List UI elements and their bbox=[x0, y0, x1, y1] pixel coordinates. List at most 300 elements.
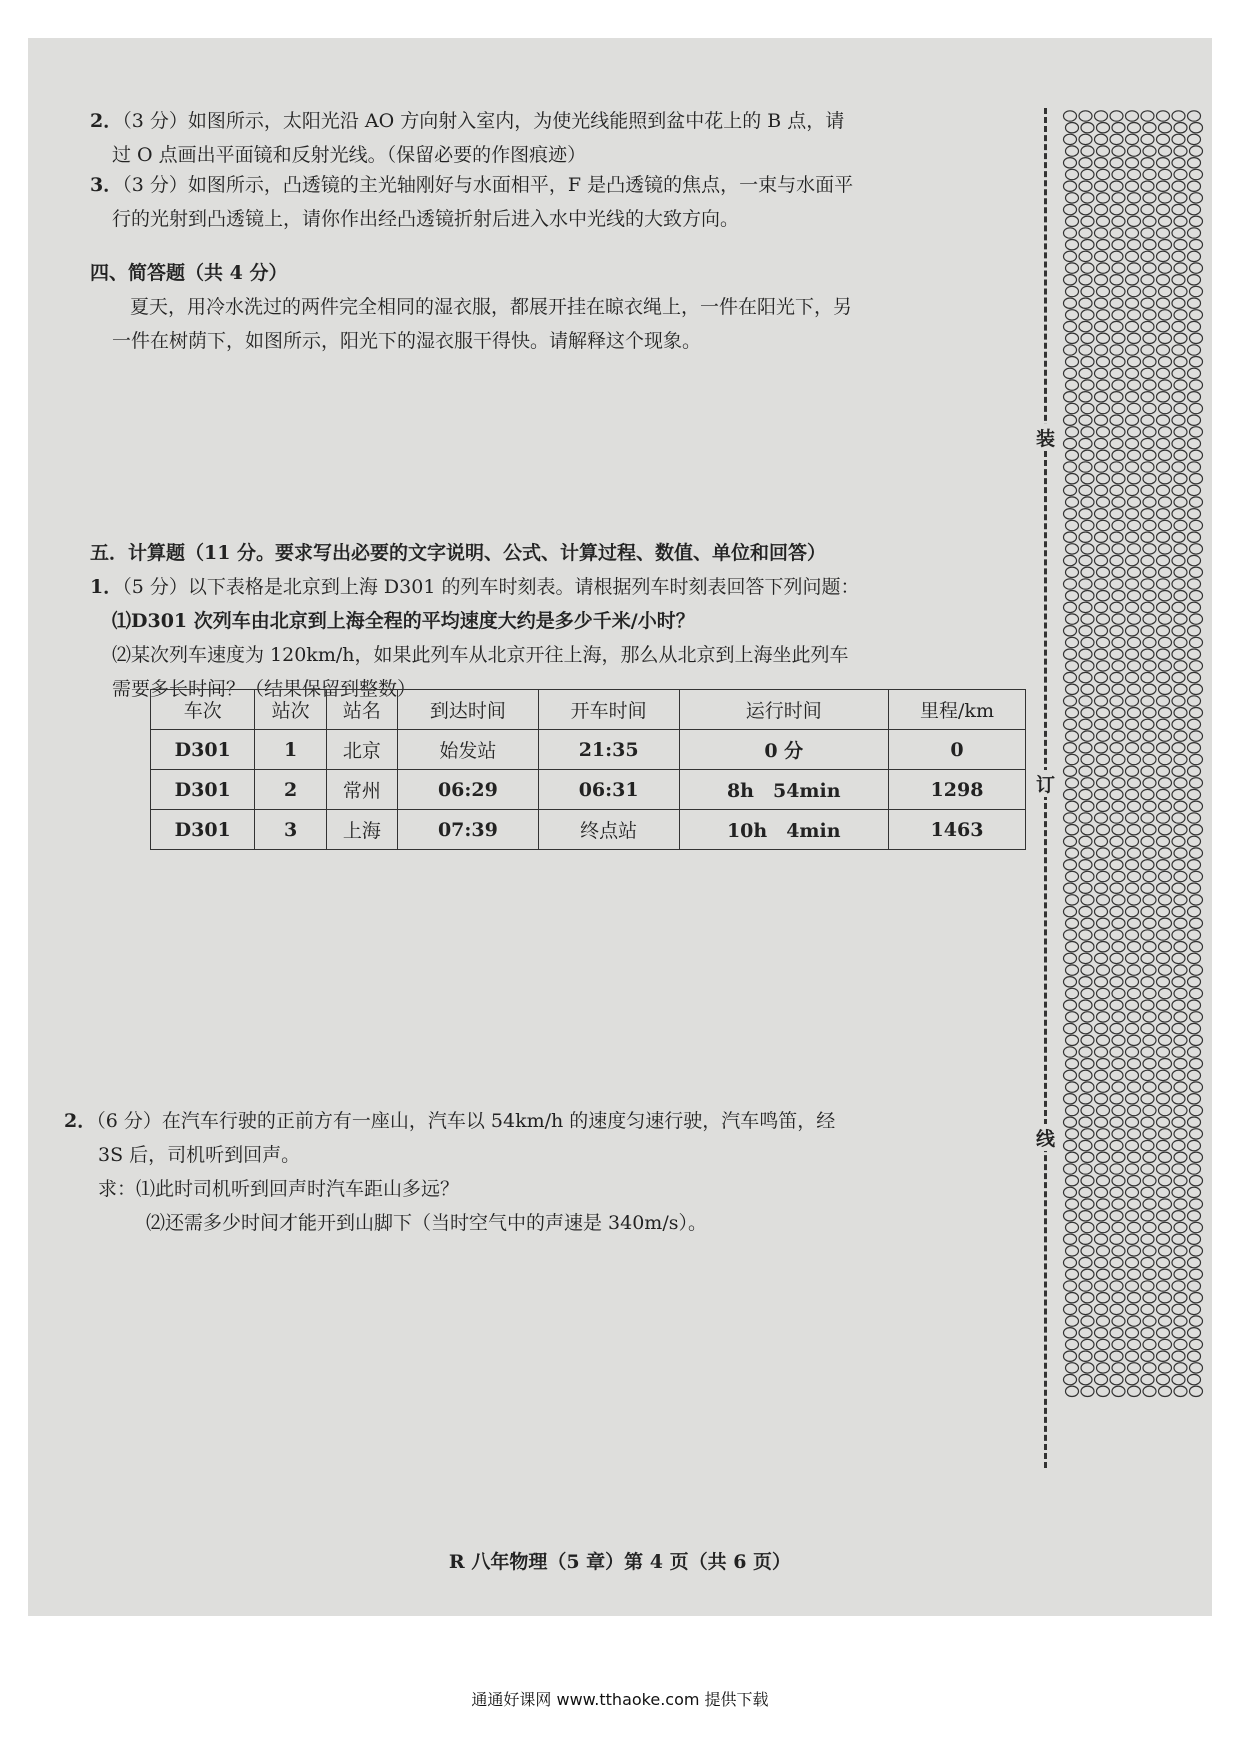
margin-circle bbox=[1066, 474, 1079, 484]
margin-circle bbox=[1128, 661, 1141, 671]
margin-circle bbox=[1079, 836, 1092, 846]
margin-circle bbox=[1157, 181, 1170, 191]
sub-question-2: ⑵还需多少时间才能开到山脚下（当时空气中的声速是 340m/s）。 bbox=[146, 1212, 707, 1234]
margin-circle bbox=[1066, 333, 1079, 343]
margin-circle bbox=[1110, 1070, 1123, 1080]
margin-circle bbox=[1064, 930, 1077, 940]
margin-circle bbox=[1066, 1176, 1079, 1186]
margin-circle bbox=[1143, 731, 1156, 741]
margin-circle bbox=[1110, 392, 1123, 402]
margin-circle bbox=[1172, 1281, 1185, 1291]
margin-circle bbox=[1064, 883, 1077, 893]
margin-circle bbox=[1188, 836, 1201, 846]
question-text: （5 分）以下表格是北京到上海 D301 的列车时刻表。请根据列车时刻表回答下列问题： bbox=[122, 576, 860, 598]
margin-circle bbox=[1174, 567, 1187, 577]
table-row bbox=[151, 730, 1026, 770]
margin-circle bbox=[1172, 275, 1185, 285]
margin-circle bbox=[1097, 661, 1110, 671]
margin-circle bbox=[1157, 1187, 1170, 1197]
question-text: 一件在树荫下，如图所示，阳光下的湿衣服干得快。请解释这个现象。 bbox=[112, 330, 702, 352]
margin-circle bbox=[1081, 1059, 1094, 1069]
margin-circle bbox=[1126, 1000, 1139, 1010]
margin-circle bbox=[1188, 1304, 1201, 1314]
margin-circle bbox=[1190, 450, 1203, 460]
margin-circle bbox=[1066, 1105, 1079, 1115]
margin-circle bbox=[1112, 427, 1125, 437]
margin-circle bbox=[1141, 134, 1154, 144]
margin-circle bbox=[1174, 918, 1187, 928]
margin-circle bbox=[1110, 1234, 1123, 1244]
question-ask: 求：⑴此时司机听到回声时汽车距山多远？ bbox=[98, 1178, 460, 1200]
table-cell: 8h 54min bbox=[679, 770, 888, 810]
question-text: 夏天，用冷水洗过的两件完全相同的湿衣服，都展开挂在晾衣绳上，一件在阳光下，另 bbox=[130, 296, 853, 318]
margin-circle bbox=[1081, 263, 1094, 273]
margin-circle bbox=[1128, 1105, 1141, 1115]
margin-circle bbox=[1159, 1082, 1172, 1092]
margin-circle bbox=[1066, 965, 1079, 975]
margin-circle bbox=[1126, 415, 1139, 425]
table-cell: 10h 4min bbox=[679, 810, 888, 850]
margin-circle bbox=[1079, 1164, 1092, 1174]
margin-circle bbox=[1081, 1386, 1094, 1396]
margin-circle bbox=[1112, 1012, 1125, 1022]
margin-circle bbox=[1174, 146, 1187, 156]
margin-circle bbox=[1143, 240, 1156, 250]
margin-circle bbox=[1190, 1339, 1203, 1349]
margin-circle bbox=[1172, 462, 1185, 472]
margin-circle bbox=[1157, 204, 1170, 214]
margin-circle bbox=[1095, 1351, 1108, 1361]
margin-circle bbox=[1110, 1281, 1123, 1291]
margin-circle bbox=[1095, 672, 1108, 682]
margin-circle bbox=[1188, 415, 1201, 425]
download-credit: 通通好课网 www.tthaoke.com 提供下载 bbox=[471, 1690, 769, 1709]
margin-circle bbox=[1066, 1012, 1079, 1022]
margin-circle bbox=[1081, 169, 1094, 179]
margin-circle bbox=[1172, 836, 1185, 846]
margin-circle bbox=[1174, 1199, 1187, 1209]
margin-circle bbox=[1174, 1012, 1187, 1022]
margin-circle bbox=[1190, 216, 1203, 226]
margin-circle bbox=[1141, 509, 1154, 519]
margin-circle bbox=[1157, 485, 1170, 495]
margin-circle bbox=[1190, 427, 1203, 437]
margin-circle bbox=[1064, 251, 1077, 261]
margin-circle bbox=[1157, 1211, 1170, 1221]
margin-circle bbox=[1064, 1000, 1077, 1010]
margin-circle bbox=[1159, 1152, 1172, 1162]
margin-circle bbox=[1141, 719, 1154, 729]
margin-circle bbox=[1112, 474, 1125, 484]
margin-circle bbox=[1095, 743, 1108, 753]
margin-circle bbox=[1079, 228, 1092, 238]
margin-circle bbox=[1064, 836, 1077, 846]
margin-circle bbox=[1188, 181, 1201, 191]
margin-circle bbox=[1081, 801, 1094, 811]
margin-circle bbox=[1190, 591, 1203, 601]
margin-circle bbox=[1066, 380, 1079, 390]
margin-circle bbox=[1174, 1105, 1187, 1115]
margin-circle bbox=[1081, 450, 1094, 460]
margin-circle bbox=[1112, 544, 1125, 554]
margin-circle bbox=[1097, 333, 1110, 343]
margin-circle bbox=[1157, 275, 1170, 285]
question-3-optics bbox=[90, 168, 1020, 236]
margin-circle bbox=[1128, 895, 1141, 905]
margin-circle bbox=[1172, 883, 1185, 893]
margin-circle bbox=[1095, 111, 1108, 121]
margin-circle bbox=[1095, 906, 1108, 916]
binding-char-zhuang: 装 bbox=[1036, 424, 1055, 451]
margin-circle bbox=[1128, 474, 1141, 484]
margin-circle bbox=[1141, 1117, 1154, 1127]
margin-circle bbox=[1128, 918, 1141, 928]
margin-circle bbox=[1141, 438, 1154, 448]
margin-circle bbox=[1190, 1082, 1203, 1092]
margin-circle bbox=[1126, 1211, 1139, 1221]
margin-circle bbox=[1174, 544, 1187, 554]
margin-circle bbox=[1064, 719, 1077, 729]
margin-circle bbox=[1190, 544, 1203, 554]
margin-circle bbox=[1079, 883, 1092, 893]
margin-circle bbox=[1141, 204, 1154, 214]
margin-circle bbox=[1190, 661, 1203, 671]
margin-circle bbox=[1128, 1059, 1141, 1069]
margin-circle bbox=[1095, 1117, 1108, 1127]
margin-circle bbox=[1157, 392, 1170, 402]
table-cell: 1 bbox=[255, 730, 326, 770]
margin-circle bbox=[1190, 778, 1203, 788]
margin-circle bbox=[1081, 637, 1094, 647]
margin-circle bbox=[1128, 1339, 1141, 1349]
margin-circle bbox=[1066, 1152, 1079, 1162]
question-number: 2． bbox=[90, 110, 123, 132]
margin-circle bbox=[1064, 1023, 1077, 1033]
margin-circle bbox=[1097, 1222, 1110, 1232]
margin-circle bbox=[1095, 392, 1108, 402]
margin-circle bbox=[1190, 1199, 1203, 1209]
margin-circle bbox=[1174, 333, 1187, 343]
margin-circle bbox=[1128, 193, 1141, 203]
margin-circle bbox=[1157, 672, 1170, 682]
margin-circle bbox=[1097, 684, 1110, 694]
margin-circle bbox=[1095, 977, 1108, 987]
margin-circle bbox=[1143, 403, 1156, 413]
margin-circle bbox=[1174, 193, 1187, 203]
margin-circle bbox=[1188, 1257, 1201, 1267]
margin-circle bbox=[1172, 204, 1185, 214]
margin-circle bbox=[1112, 1339, 1125, 1349]
margin-circle bbox=[1141, 1304, 1154, 1314]
margin-circle bbox=[1081, 591, 1094, 601]
margin-circle bbox=[1126, 1328, 1139, 1338]
margin-circle bbox=[1190, 825, 1203, 835]
margin-circle bbox=[1095, 251, 1108, 261]
margin-circle bbox=[1066, 1269, 1079, 1279]
margin-circle bbox=[1126, 1281, 1139, 1291]
margin-circle bbox=[1110, 696, 1123, 706]
margin-circle bbox=[1157, 509, 1170, 519]
margin-circle bbox=[1126, 836, 1139, 846]
margin-circle bbox=[1188, 953, 1201, 963]
margin-circle bbox=[1095, 766, 1108, 776]
margin-circle bbox=[1064, 509, 1077, 519]
margin-circle bbox=[1141, 1211, 1154, 1221]
margin-circle bbox=[1112, 216, 1125, 226]
margin-circle bbox=[1081, 216, 1094, 226]
margin-circle bbox=[1110, 977, 1123, 987]
margin-circle bbox=[1172, 158, 1185, 168]
margin-circle bbox=[1066, 1246, 1079, 1256]
margin-circle bbox=[1064, 743, 1077, 753]
margin-circle bbox=[1159, 403, 1172, 413]
margin-circle bbox=[1126, 1164, 1139, 1174]
margin-circle bbox=[1081, 731, 1094, 741]
margin-circle bbox=[1112, 1105, 1125, 1115]
margin-circle bbox=[1079, 251, 1092, 261]
margin-circle bbox=[1157, 977, 1170, 987]
margin-circle bbox=[1190, 1293, 1203, 1303]
margin-circle bbox=[1190, 684, 1203, 694]
margin-circle bbox=[1143, 942, 1156, 952]
margin-circle bbox=[1143, 1293, 1156, 1303]
margin-circle bbox=[1066, 614, 1079, 624]
margin-circle bbox=[1159, 567, 1172, 577]
margin-circle bbox=[1097, 263, 1110, 273]
margin-circle bbox=[1141, 743, 1154, 753]
margin-circle bbox=[1066, 1386, 1079, 1396]
margin-circle bbox=[1079, 977, 1092, 987]
margin-circle bbox=[1128, 520, 1141, 530]
margin-circle bbox=[1157, 228, 1170, 238]
margin-circle bbox=[1190, 731, 1203, 741]
margin-circle bbox=[1141, 1374, 1154, 1384]
margin-circle bbox=[1126, 719, 1139, 729]
margin-circle bbox=[1172, 415, 1185, 425]
margin-circle bbox=[1143, 193, 1156, 203]
margin-circle bbox=[1172, 649, 1185, 659]
margin-circle bbox=[1112, 567, 1125, 577]
margin-circle bbox=[1079, 1187, 1092, 1197]
margin-circle bbox=[1110, 1304, 1123, 1314]
margin-circle bbox=[1159, 380, 1172, 390]
margin-circle bbox=[1110, 204, 1123, 214]
margin-circle bbox=[1112, 1176, 1125, 1186]
margin-circle bbox=[1143, 567, 1156, 577]
margin-circle bbox=[1064, 485, 1077, 495]
margin-circle bbox=[1188, 532, 1201, 542]
margin-circle bbox=[1110, 626, 1123, 636]
margin-circle bbox=[1159, 146, 1172, 156]
margin-circle bbox=[1141, 836, 1154, 846]
margin-circle bbox=[1128, 1386, 1141, 1396]
margin-circle bbox=[1064, 1211, 1077, 1221]
margin-circle bbox=[1157, 158, 1170, 168]
margin-circle bbox=[1128, 333, 1141, 343]
margin-circle bbox=[1141, 860, 1154, 870]
margin-circle bbox=[1190, 848, 1203, 858]
margin-circle bbox=[1097, 988, 1110, 998]
margin-circle bbox=[1174, 871, 1187, 881]
table-cell: 21:35 bbox=[538, 730, 679, 770]
margin-circle bbox=[1095, 579, 1108, 589]
margin-circle bbox=[1064, 813, 1077, 823]
margin-circle bbox=[1159, 333, 1172, 343]
margin-circle bbox=[1174, 661, 1187, 671]
margin-circle bbox=[1126, 555, 1139, 565]
margin-circle bbox=[1188, 1374, 1201, 1384]
margin-circle bbox=[1126, 298, 1139, 308]
question-number: 3． bbox=[90, 174, 123, 196]
margin-circle bbox=[1143, 1105, 1156, 1115]
margin-circle bbox=[1112, 778, 1125, 788]
margin-circle bbox=[1174, 801, 1187, 811]
margin-circle bbox=[1172, 743, 1185, 753]
margin-circle bbox=[1143, 216, 1156, 226]
margin-circle bbox=[1172, 368, 1185, 378]
margin-circle bbox=[1126, 321, 1139, 331]
table-cell: D301 bbox=[151, 730, 255, 770]
margin-circle bbox=[1190, 567, 1203, 577]
margin-circle bbox=[1110, 836, 1123, 846]
margin-circle bbox=[1141, 275, 1154, 285]
margin-circle bbox=[1110, 321, 1123, 331]
margin-circle bbox=[1174, 474, 1187, 484]
margin-circle bbox=[1159, 1339, 1172, 1349]
margin-circle bbox=[1157, 649, 1170, 659]
margin-circle bbox=[1172, 579, 1185, 589]
margin-circle bbox=[1066, 123, 1079, 133]
margin-circle bbox=[1172, 1234, 1185, 1244]
margin-circle bbox=[1126, 860, 1139, 870]
binding-char-ding: 订 bbox=[1036, 770, 1055, 797]
margin-circle bbox=[1190, 1176, 1203, 1186]
margin-circle bbox=[1097, 450, 1110, 460]
column-header: 里程/km bbox=[889, 690, 1026, 730]
margin-circle bbox=[1112, 801, 1125, 811]
margin-circle bbox=[1143, 123, 1156, 133]
margin-circle bbox=[1128, 1152, 1141, 1162]
margin-circle bbox=[1143, 380, 1156, 390]
margin-circle bbox=[1095, 228, 1108, 238]
margin-circle bbox=[1112, 1222, 1125, 1232]
margin-circle bbox=[1159, 1386, 1172, 1396]
margin-circle bbox=[1079, 672, 1092, 682]
margin-circle bbox=[1110, 672, 1123, 682]
margin-circle bbox=[1174, 1316, 1187, 1326]
margin-circle bbox=[1066, 1082, 1079, 1092]
margin-circle bbox=[1081, 1246, 1094, 1256]
margin-circle bbox=[1159, 1012, 1172, 1022]
margin-circle bbox=[1064, 345, 1077, 355]
margin-circle bbox=[1081, 778, 1094, 788]
train-timetable bbox=[150, 689, 1026, 850]
margin-circle bbox=[1188, 204, 1201, 214]
margin-circle bbox=[1157, 602, 1170, 612]
margin-circle bbox=[1112, 1363, 1125, 1373]
margin-circle bbox=[1066, 403, 1079, 413]
margin-circle bbox=[1190, 357, 1203, 367]
margin-circle bbox=[1064, 649, 1077, 659]
margin-circle bbox=[1095, 485, 1108, 495]
margin-circle bbox=[1159, 801, 1172, 811]
margin-circle bbox=[1143, 544, 1156, 554]
margin-circle bbox=[1112, 1199, 1125, 1209]
margin-circle bbox=[1157, 532, 1170, 542]
margin-circle bbox=[1188, 766, 1201, 776]
margin-circle bbox=[1066, 942, 1079, 952]
margin-circle bbox=[1095, 789, 1108, 799]
margin-circle bbox=[1110, 860, 1123, 870]
question-text: 行的光射到凸透镜上，请你作出经凸透镜折射后进入水中光线的大致方向。 bbox=[112, 208, 740, 230]
margin-circle bbox=[1190, 614, 1203, 624]
margin-circle bbox=[1079, 298, 1092, 308]
margin-circle bbox=[1172, 555, 1185, 565]
margin-circle bbox=[1143, 661, 1156, 671]
table-cell: 1463 bbox=[889, 810, 1026, 850]
margin-circle bbox=[1143, 333, 1156, 343]
margin-circle bbox=[1159, 825, 1172, 835]
question-text: （3 分）如图所示，太阳光沿 AO 方向射入室内，为使光线能照到盆中花上的 B 点，请 bbox=[122, 110, 845, 132]
margin-circle bbox=[1064, 766, 1077, 776]
margin-circle bbox=[1081, 1152, 1094, 1162]
margin-circle bbox=[1174, 169, 1187, 179]
margin-circle bbox=[1112, 614, 1125, 624]
margin-circle bbox=[1141, 462, 1154, 472]
margin-circle bbox=[1081, 965, 1094, 975]
binding-char-xian: 线 bbox=[1036, 1124, 1055, 1151]
margin-circle bbox=[1079, 275, 1092, 285]
margin-circle bbox=[1188, 1351, 1201, 1361]
margin-circle bbox=[1157, 930, 1170, 940]
margin-circle bbox=[1095, 134, 1108, 144]
margin-circle bbox=[1095, 953, 1108, 963]
margin-circle bbox=[1143, 708, 1156, 718]
margin-circle bbox=[1081, 427, 1094, 437]
margin-circle bbox=[1141, 1281, 1154, 1291]
margin-circle bbox=[1126, 789, 1139, 799]
margin-circle bbox=[1143, 1129, 1156, 1139]
margin-circle bbox=[1143, 614, 1156, 624]
margin-circle bbox=[1112, 310, 1125, 320]
margin-circle bbox=[1172, 930, 1185, 940]
table-header-row bbox=[151, 690, 1026, 730]
margin-circle bbox=[1157, 1351, 1170, 1361]
margin-circle bbox=[1064, 298, 1077, 308]
margin-circle bbox=[1066, 1316, 1079, 1326]
margin-circle bbox=[1174, 1129, 1187, 1139]
margin-circle bbox=[1188, 275, 1201, 285]
margin-circle bbox=[1157, 743, 1170, 753]
margin-circle bbox=[1172, 1187, 1185, 1197]
margin-circle bbox=[1159, 965, 1172, 975]
margin-circle bbox=[1110, 766, 1123, 776]
margin-circle bbox=[1141, 181, 1154, 191]
margin-circle bbox=[1172, 977, 1185, 987]
margin-circle bbox=[1159, 1316, 1172, 1326]
margin-circle bbox=[1066, 591, 1079, 601]
margin-circle bbox=[1126, 275, 1139, 285]
margin-circle bbox=[1079, 1047, 1092, 1057]
margin-circle bbox=[1126, 368, 1139, 378]
margin-circle bbox=[1128, 1269, 1141, 1279]
margin-circle bbox=[1188, 1000, 1201, 1010]
margin-circle bbox=[1081, 1293, 1094, 1303]
margin-circle bbox=[1095, 1374, 1108, 1384]
margin-circle bbox=[1141, 111, 1154, 121]
margin-circle bbox=[1174, 123, 1187, 133]
question-text: 3S 后，司机听到回声。 bbox=[98, 1144, 301, 1166]
